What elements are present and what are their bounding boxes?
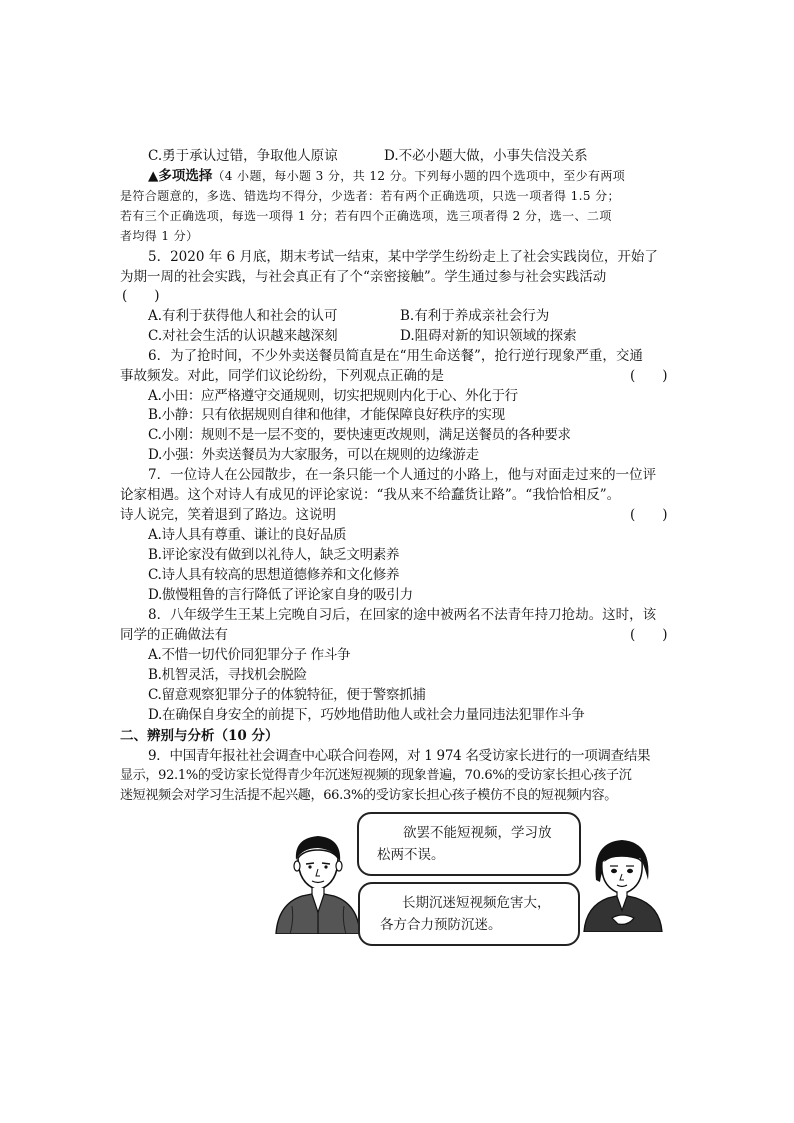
- multi-choice-intro-line4: 者均得 1 分）: [120, 229, 199, 243]
- q8-answer-paren: ( ): [630, 627, 668, 643]
- q9-stem-line1: 9．中国青年报社社会调查中心联合问卷网，对 1 974 名受访家长进行的一项调查结果: [148, 748, 651, 764]
- q6-option-d: D.小强：外卖送餐员为大家服务，可以在规则的边缘游走: [148, 447, 479, 463]
- q6-option-c: C.小刚：规则不是一层不变的，要快速更改规则，满足送餐员的各种要求: [148, 427, 571, 443]
- q6-option-b: B.小静：只有依据规则自律和他律，才能保障良好秩序的实现: [148, 407, 505, 423]
- q7-stem-line2: 论家相遇。这个对诗人有成见的评论家说：“我从来不给蠢货让路”。“我恰恰相反”。: [120, 487, 621, 503]
- multi-choice-intro-line3: 若有三个正确选项，每选一项得 1 分；若有四个正确选项，选三项者得 2 分，选一、二项: [120, 209, 612, 223]
- q6-stem-line2: 事故频发。对此，同学们议论纷纷，下列观点正确的是: [120, 368, 444, 384]
- q8-stem-line1: 8．八年级学生王某上完晚自习后，在回家的途中被两名不法青年持刀抢劫。这时，该: [148, 607, 657, 623]
- q8-option-d: D.在确保自身安全的前提下，巧妙地借助他人或社会力量同违法犯罪作斗争: [148, 707, 585, 723]
- q5-option-b: B.有利于养成亲社会行为: [400, 308, 550, 324]
- q7-stem-line1: 7．一位诗人在公园散步，在一条只能一个人通过的小路上，他与对面走过来的一位评: [148, 467, 657, 483]
- q8-option-b: B.机智灵活，寻找机会脱险: [148, 667, 307, 683]
- multi-choice-intro-line1: ▲多项选择（4 小题，每小题 3 分，共 12 分。下列每小题的四个选项中，至少有两项: [148, 168, 626, 184]
- speech-bubble-2-line1: 长期沉迷短视频危害大，: [402, 895, 551, 911]
- q5-option-a: A.有利于获得他人和社会的认可: [148, 308, 338, 324]
- q8-option-c: C.留意观察犯罪分子的体貌特征，便于警察抓捕: [148, 687, 426, 703]
- q7-option-c: C.诗人具有较高的思想道德修养和文化修养: [148, 567, 400, 583]
- q9-stem-line3: 迷短视频会对学习生活提不起兴趣，66.3%的受访家长担心孩子模仿不良的短视频内容。: [120, 788, 617, 803]
- multi-choice-intro-line2: 是符合题意的，多选、错选均不得分，少选者：若有两个正确选项，只选一项者得 1.5 分；: [120, 189, 620, 203]
- q7-answer-paren: ( ): [630, 507, 668, 523]
- q7-option-d: D.傲慢粗鲁的言行降低了评论家自身的吸引力: [148, 587, 413, 603]
- multi-choice-heading: ▲多项选择: [148, 168, 213, 184]
- q5-option-d: D.阻碍对新的知识领域的探索: [400, 328, 577, 344]
- speech-bubble-1-line1: 欲罢不能短视频，学习放: [403, 825, 552, 841]
- q5-answer-paren: ( ): [122, 288, 160, 304]
- speech-bubble-2: [358, 882, 580, 946]
- q4-option-d: D.不必小题大做，小事失信没关系: [384, 148, 588, 164]
- q7-option-b: B.评论家没有做到以礼待人，缺乏文明素养: [148, 547, 400, 563]
- section-2-title: 二、辨别与分析（10 分）: [120, 728, 279, 744]
- q6-answer-paren: ( ): [630, 368, 668, 384]
- speech-bubble-1: [357, 812, 581, 876]
- q6-option-a: A.小田：应严格遵守交通规则，切实把规则内化于心、外化于行: [148, 388, 518, 404]
- speech-bubble-2-line2: 各方合力预防沉迷。: [380, 917, 502, 933]
- q6-stem-line1: 6．为了抢时间，不少外卖送餐员简直是在“用生命送餐”，抢行逆行现象严重，交通: [148, 348, 643, 364]
- q4-option-c: C.勇于承认过错，争取他人原谅: [148, 148, 338, 164]
- q5-stem-line1: 5．2020 年 6 月底，期末考试一结束，某中学学生纷纷走上了社会实践岗位，开始了: [148, 249, 658, 265]
- q8-stem-line2: 同学的正确做法有: [120, 627, 228, 643]
- boy-figure-image: [272, 832, 364, 934]
- q9-stem-line2: 显示，92.1%的受访家长觉得青少年沉迷短视频的现象普遍，70.6%的受访家长担心孩子沉: [120, 768, 632, 783]
- q5-stem-line2: 为期一周的社会实践，与社会真正有了个“亲密接触”。学生通过参与社会实践活动: [120, 269, 607, 285]
- q7-stem-line3: 诗人说完，笑着退到了路边。这说明: [120, 507, 336, 523]
- q8-option-a: A.不惜一切代价同犯罪分子 作斗争: [148, 647, 351, 663]
- q7-option-a: A.诗人具有尊重、谦让的良好品质: [148, 527, 347, 543]
- girl-figure-image: [582, 836, 664, 932]
- speech-bubble-1-line2: 松两不误。: [377, 847, 445, 863]
- q5-option-c: C.对社会生活的认识越来越深刻: [148, 328, 338, 344]
